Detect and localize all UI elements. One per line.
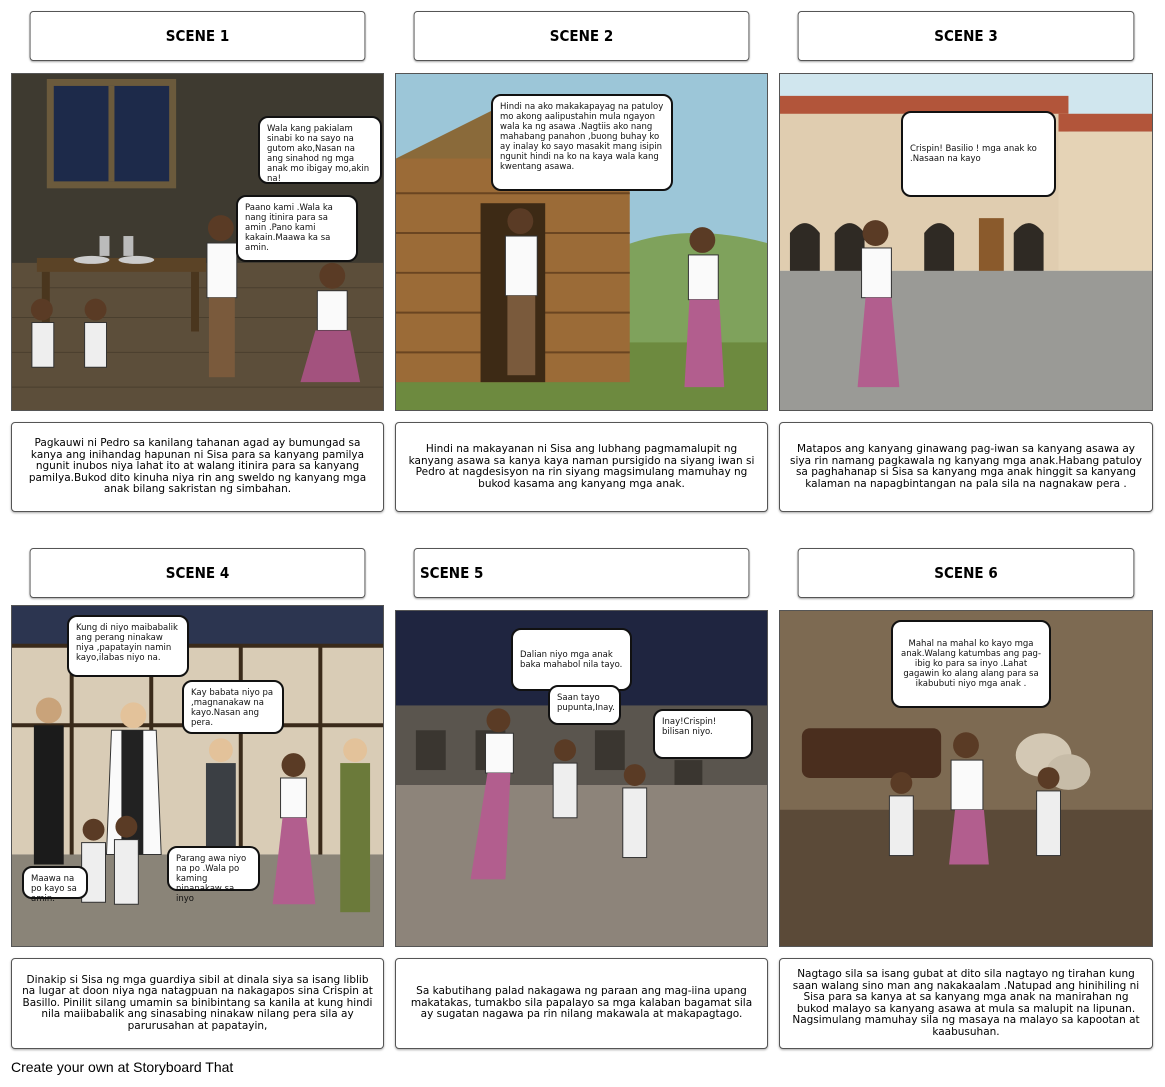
scene-5-bubble-1: Dalian niyo mga anak baka mahabol nila tayo. xyxy=(511,628,632,691)
scene-5-description xyxy=(395,958,768,1049)
scene-1-bubble-2: Paano kami .Wala ka nang itinira para sa amin .Pano kami kakain.Maawa ka sa amin. xyxy=(236,195,358,262)
scene-4-bubble-1: Kung di niyo maibabalik ang perang ninakaw niya ,papatayin namin kayo,ilabas niyo na. xyxy=(67,615,189,677)
scene-3-title: SCENE 3 xyxy=(798,11,1135,61)
scene-1-bubble-1: Wala kang pakialam sinabi ko na sayo na gutom ako,Nasan na ang sinahod ng mga anak mo ibigay mo,akin na! xyxy=(258,116,382,184)
scene-3-bubble-1: Crispin! Basilio ! mga anak ko .Nasaan na kayo xyxy=(901,111,1056,197)
scene-6-description xyxy=(779,958,1153,1049)
scene-2-description-text: Hindi na makayanan ni Sisa ang lubhang pagmamalupit ng kanyang asawa sa kanya kaya naman pursigido na siyang iwan si Pedro at nagdesisyon na rin siyang magsimulang mamuhay ng bukod kasama ang kanyang mga anak. xyxy=(408,443,755,490)
scene-4-bubble-4: Maawa na po kayo sa amin. xyxy=(22,866,88,899)
scene-3-illustration xyxy=(779,73,1153,411)
scene-3-description xyxy=(779,422,1153,512)
scene-1-description-text: Pagkauwi ni Pedro sa kanilang tahanan agad ay bumungad sa kanya ang inihandag hapunan ni Sisa para sa kanyang pamilya ngunit inubos niya lahat ito at walang itinira para sa kanyang pamilya.Bukod dito kinuha niya rin ang sweldo ng kanyang mga anak bilang sakristan ng simbahan. xyxy=(28,437,367,496)
scene-3-description-text: Matapos ang kanyang ginawang pag-iwan sa kanyang asawa ay siya rin namang pagkawala ng kanyang mga anak.Habang patuloy sa paghahanap si Sisa sa kanyang mga anak hinggit sa kanyang kalaman na napagbintangan na pala sila na nagnakaw pera . xyxy=(790,443,1142,490)
scene-5-bubble-3: Inay!Crispin! bilisan niyo. xyxy=(653,709,753,759)
scene-1-title: SCENE 1 xyxy=(30,11,366,61)
scene-6-title: SCENE 6 xyxy=(798,548,1135,598)
scene-6-illustration xyxy=(779,610,1153,947)
scene-1-illustration xyxy=(11,73,384,411)
scene-1-description xyxy=(11,422,384,512)
scene-6-bubble-1: Mahal na mahal ko kayo mga anak.Walang katumbas ang pag-ibig ko para sa inyo .Lahat gagawin ko alang alang para sa ikabubuti niyo mga anak . xyxy=(891,620,1051,708)
scene-4-illustration xyxy=(11,605,384,947)
scene-4-description-text: Dinakip si Sisa ng mga guardiya sibil at dinala siya sa isang liblib na lugar at doon niya nga natagpuan na nakagapos sina Crispin at Basillo. Pinilit silang umamin sa binibintang sa kanila at kung hindi nila maiibabalik ang sinasabing ninakaw nilang pera sila ay parurusahan at papatayin, xyxy=(22,973,373,1032)
scene-4-bubble-2: Kay babata niyo pa ,magnanakaw na kayo.Nasan ang pera. xyxy=(182,680,284,734)
scene-5-illustration xyxy=(395,610,768,947)
scene-5-description-text: Sa kabutihang palad nakagawa ng paraan ang mag-iina upang makatakas, tumakbo sila papalayo sa mga kalaban bagamat sila ay sugatan nagawa pa rin nilang makawala at makapagtago. xyxy=(410,985,753,1021)
scene-5-title: SCENE 5 xyxy=(414,548,750,598)
scene-2-illustration xyxy=(395,73,768,411)
scene-6-description-text: Nagtago sila sa isang gubat at dito sila nagtayo ng tirahan kung saan walang sino man ang nakakaalam .Natupad ang hinihiling ni Sisa para sa kanya at sa kanyang mga anak na manirahan ng bukod malayo sa kanyang asawa at mula sa malupit na lipunan. Nagsimulang mamuhay sila ng masaya na malayo sa kapootan at kaabusuhan. xyxy=(792,968,1140,1038)
scene-5-bubble-2: Saan tayo pupunta,Inay. xyxy=(548,685,621,725)
scene-2-bubble-1: Hindi na ako makakapayag na patuloy mo akong aalipustahin mula ngayon wala ka ng asawa .Nagtiis ako nang mahabang panahon ,buong buhay ko ay inalay ko sayo masakit mang isipin ngunit hindi na ko na kaya wala kang kwentang asawa. xyxy=(491,94,673,191)
footer-create-link[interactable]: Create your own at Storyboard That xyxy=(11,1059,234,1075)
scene-2-title: SCENE 2 xyxy=(414,11,750,61)
scene-4-description xyxy=(11,958,384,1049)
scene-4-bubble-3: Parang awa niyo na po .Wala po kaming ninanakaw sa inyo xyxy=(167,846,260,891)
scene-2-description xyxy=(395,422,768,512)
scene-4-title: SCENE 4 xyxy=(30,548,366,598)
